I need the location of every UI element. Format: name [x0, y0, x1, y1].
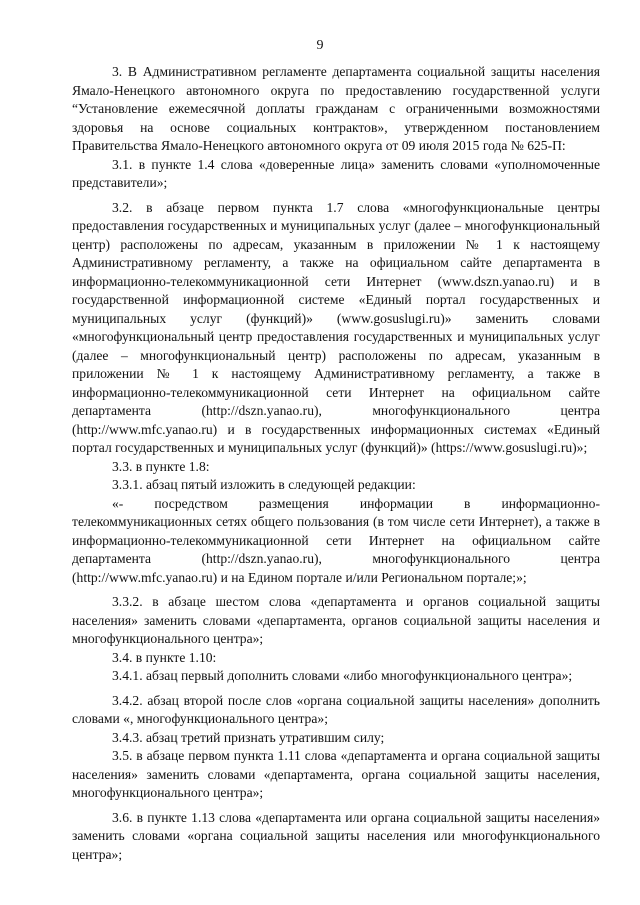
paragraph-3: 3. В Административном регламенте департамента социальной защиты населения Ямало-Ненецкого автономного округа по предоставлению государственной услуги “Установление ежемесячной доплаты гражданам с ограниченными возможностями здоровья на основе социальных контрактов», утвержденном постановлением Правительства Ямало-Ненецкого автономного округа от 09 июля 2015 года № 625-П: [72, 64, 600, 153]
paragraph-3-4: 3.4. в пункте 1.10: [112, 649, 217, 665]
paragraph-3-1: 3.1. в пункте 1.4 слова «доверенные лица» заменить словами «уполномоченные представители»; [72, 156, 600, 190]
paragraph-3-5: 3.5. в абзаце первом пункта 1.11 слова «департамента и органа социальной защиты населения» заменить словами «департамента, органа социальной защиты населения, многофункционального центра»; [72, 748, 600, 800]
paragraph-3-3: 3.3. в пункте 1.8: [112, 458, 210, 474]
paragraph-3-2: 3.2. в абзаце первом пункта 1.7 слова «многофункциональные центры предоставления государственных и муниципальных услуг (далее – многофункциональный центр) расположены по адресам, указанным в приложении № 1 к настоящему Административному регламенту, а также на официальном сайте департамента в информационно-телекоммуникационной сети Интернет (www.dszn.yanao.ru) и в государственной информационной системе «Единый портал государственных и муниципальных услуг (функций)» (www.gosuslugi.ru)» заменить словами «многофункциональный центр предоставления государственных и муниципальных услуг (далее – многофункциональный центр) расположены по адресам, указанным в приложении № 1 к настоящему Административному регламенту, а также в информационно-телекоммуникационной сети Интернет на официальном сайте департамента (http://dszn.yanao.ru), многофункционального центра (http://www.mfc.yanao.ru) и в государственных информационных системах «Единый портал государственных и муниципальных услуг (функций)» (https://www.gosuslugi.ru)»; [72, 199, 600, 455]
paragraph-3-3-2: 3.3.2. в абзаце шестом слова «департамента и органов социальной защиты населения» заменить словами «департамента, органов социальной защиты населения и многофункционального центра»; [72, 594, 600, 646]
paragraph-3-4-1: 3.4.1. абзац первый дополнить словами «либо многофункционального центра»; [112, 668, 573, 683]
page-number: 9 [316, 38, 324, 53]
paragraph-3-4-3: 3.4.3. абзац третий признать утратившим силу; [112, 729, 385, 745]
document-body [72, 63, 600, 864]
paragraph-3-6: 3.6. в пункте 1.13 слова «департамента или органа социальной защиты населения» заменить словами «органа социальной защиты населения или многофункционального центра»; [72, 809, 600, 862]
paragraph-3-3-1-text: «- посредством размещения информации в информационно-телекоммуникационных сетях общего пользования (в том числе сети Интернет), а также в информационно-телекоммуникационной сети Интернет на официальном сайте департамента (http://dszn.yanao.ru), многофункционального центра (http://www.mfc.yanao.ru) и на Едином портале и/или Региональном портале;»; [72, 495, 600, 585]
paragraph-3-4-2: 3.4.2. абзац второй после слов «органа социальной защиты населения» дополнить словами «, многофункционального центра»; [72, 692, 600, 726]
paragraph-3-3-1: 3.3.1. абзац пятый изложить в следующей редакции: [112, 477, 416, 492]
